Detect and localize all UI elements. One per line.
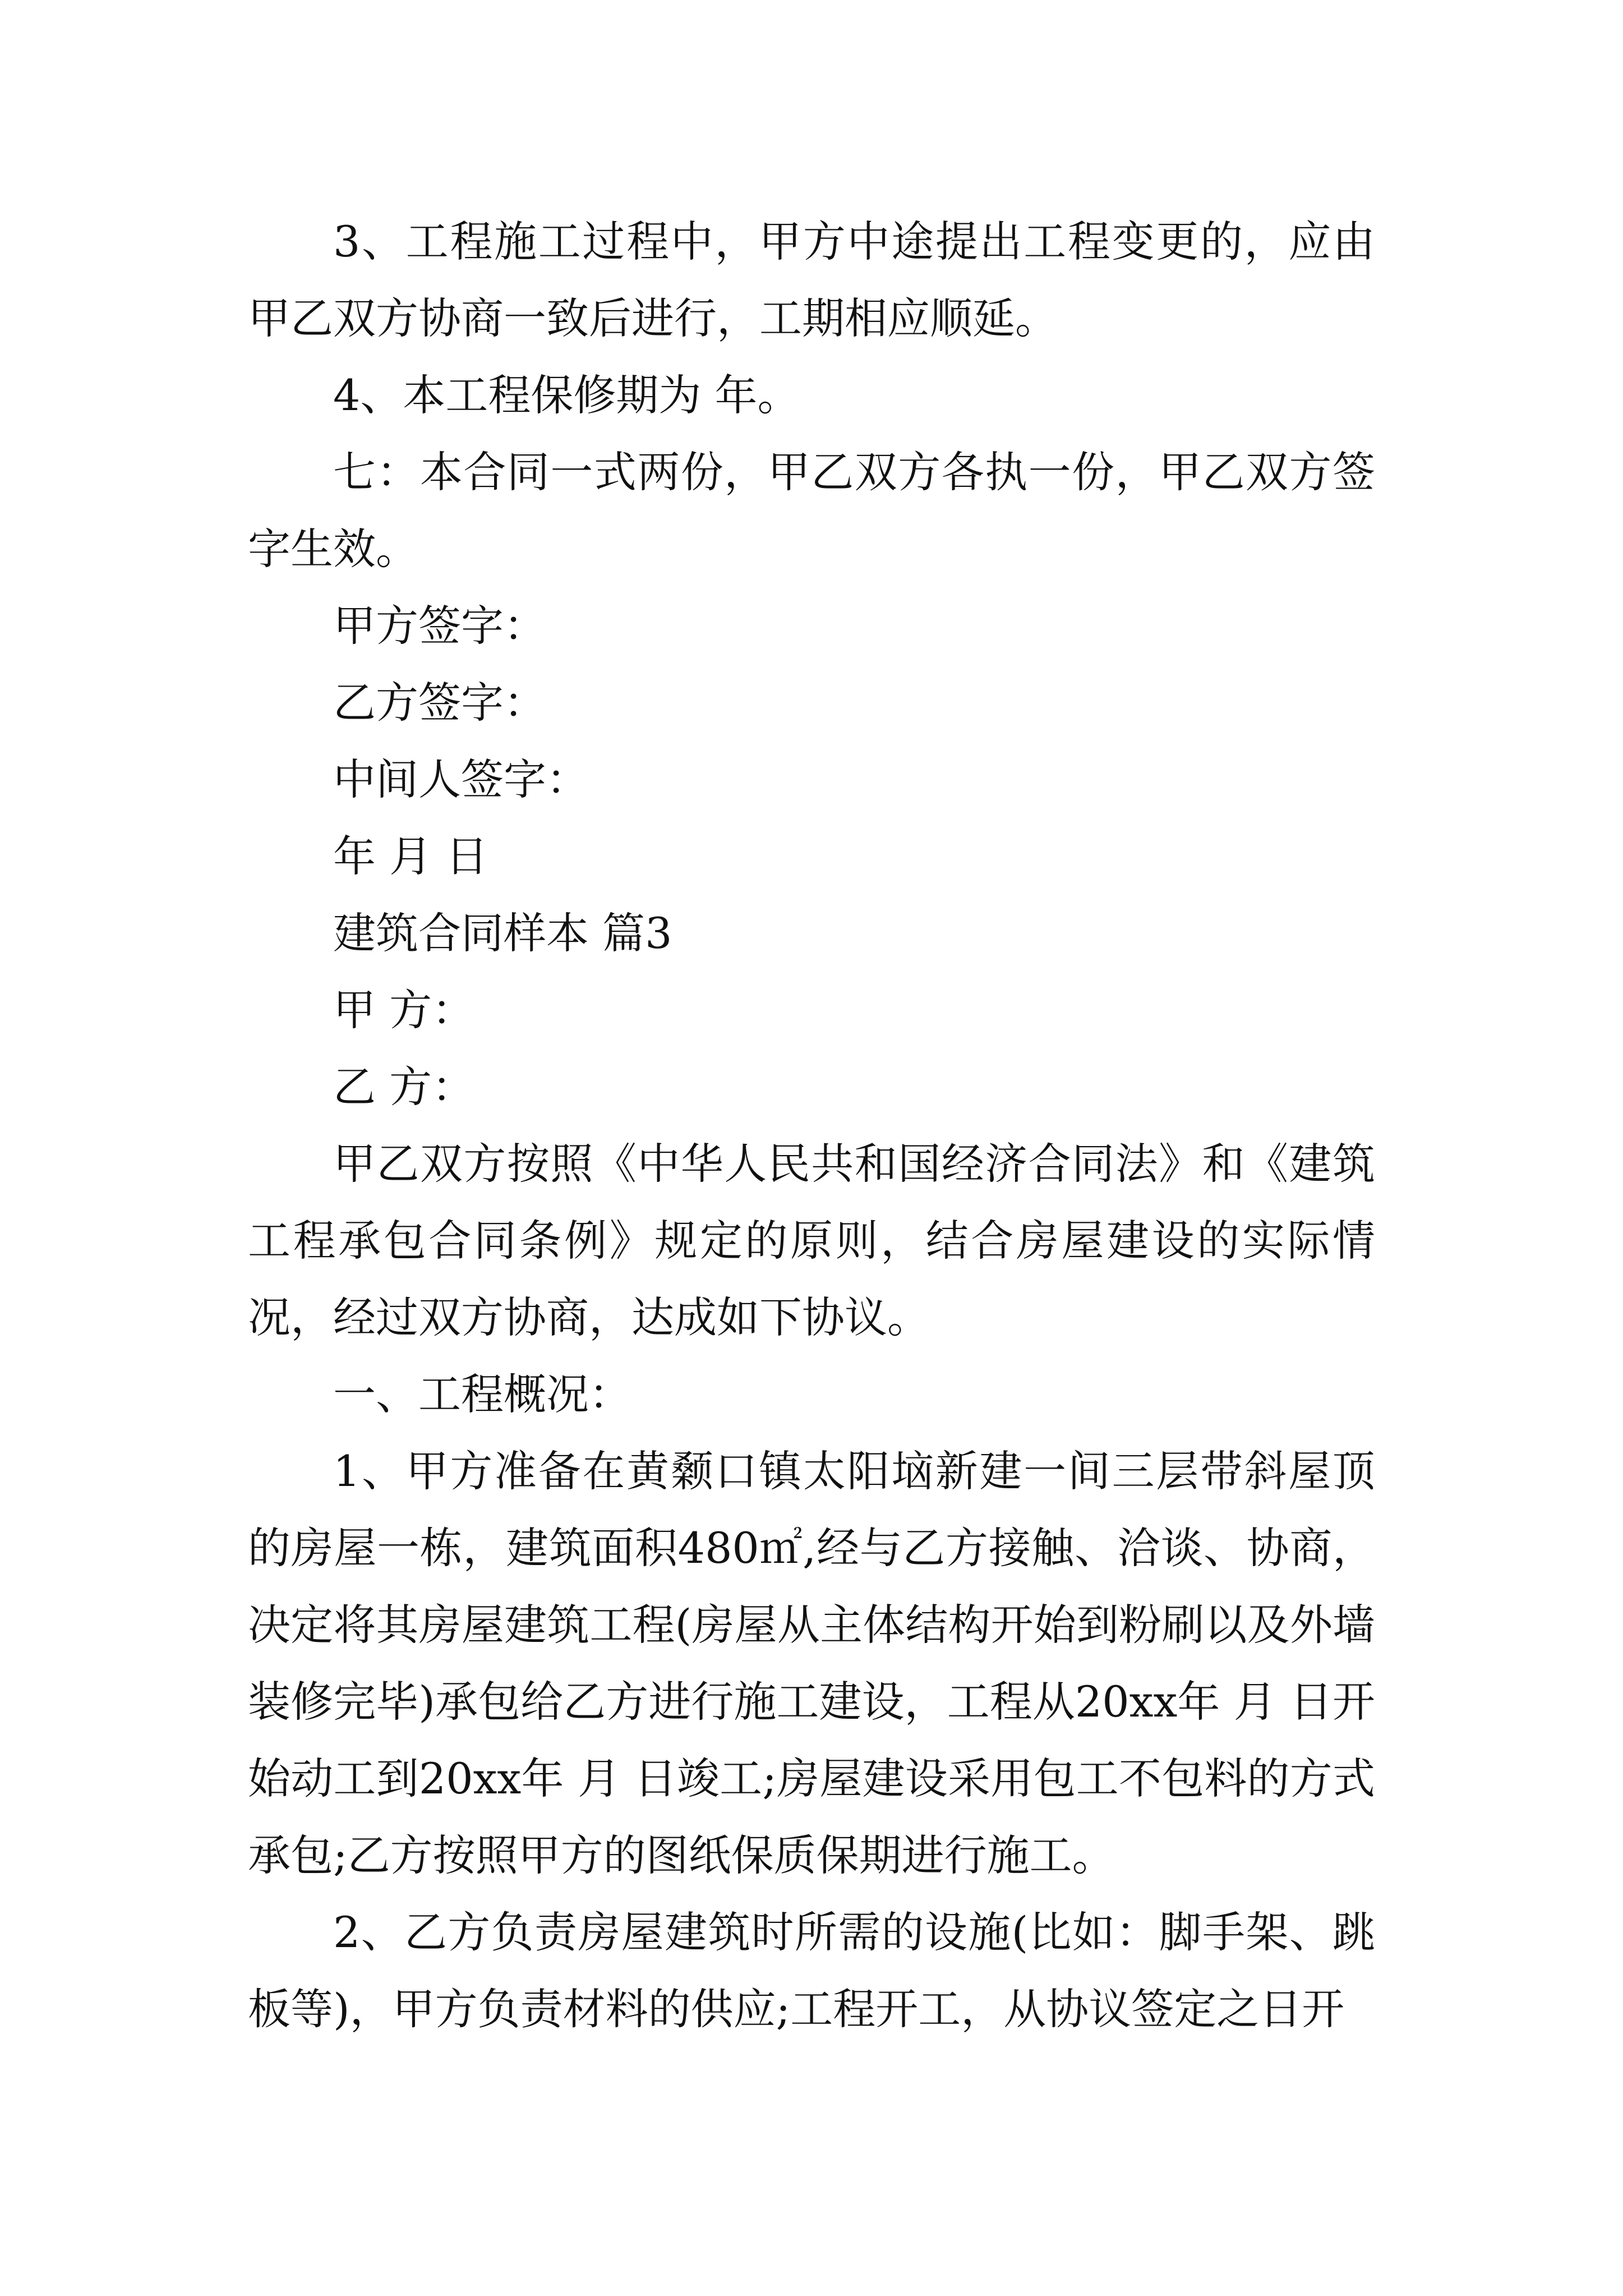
signature-intermediary: 中间人签字： <box>333 754 589 804</box>
section-heading: 建筑合同样本 篇3 <box>333 908 672 958</box>
paragraph-clause-3: 3、工程施工过程中，甲方中途提出工程变更的，应由甲乙双方协商一致后进行，工期相应顺延。 <box>248 217 1375 343</box>
heading-project-overview: 一、工程概况： <box>333 1369 631 1419</box>
document-body <box>248 203 1375 2047</box>
date-line: 年 月 日 <box>333 831 488 881</box>
paragraph-overview-2: 2、乙方负责房屋建筑时所需的设施(比如：脚手架、跳板等)，甲方负责材料的供应;工程开工，从协议签定之日开 <box>248 1907 1375 2034</box>
paragraph-clause-4: 4、本工程保修期为 年。 <box>333 370 800 420</box>
signature-party-a: 甲方签字： <box>333 601 546 651</box>
signature-party-b: 乙方签字： <box>333 678 546 728</box>
party-a-line: 甲 方： <box>333 985 475 1035</box>
paragraph-clause-7: 七：本合同一式两份，甲乙双方各执一份，甲乙双方签字生效。 <box>248 447 1375 574</box>
paragraph-overview-1: 1、甲方准备在黄颡口镇太阳垴新建一间三层带斜屋顶的房屋一栋，建筑面积480㎡,经与乙方接触、洽谈、协商，决定将其房屋建筑工程(房屋从主体结构开始到粉刷以及外墙装修完毕)承包给乙方进行施工建设，工程从20xx年 月 日开始动工到20xx年 月 日竣工;房屋建设采用包工不包料的方式承包;乙方按照甲方的图纸保质保期进行施工。 <box>248 1446 1375 1880</box>
party-b-line: 乙 方： <box>333 1062 475 1112</box>
paragraph-preamble: 甲乙双方按照《中华人民共和国经济合同法》和《建筑工程承包合同条例》规定的原则，结合房屋建设的实际情况，经过双方协商，达成如下协议。 <box>248 1139 1375 1342</box>
